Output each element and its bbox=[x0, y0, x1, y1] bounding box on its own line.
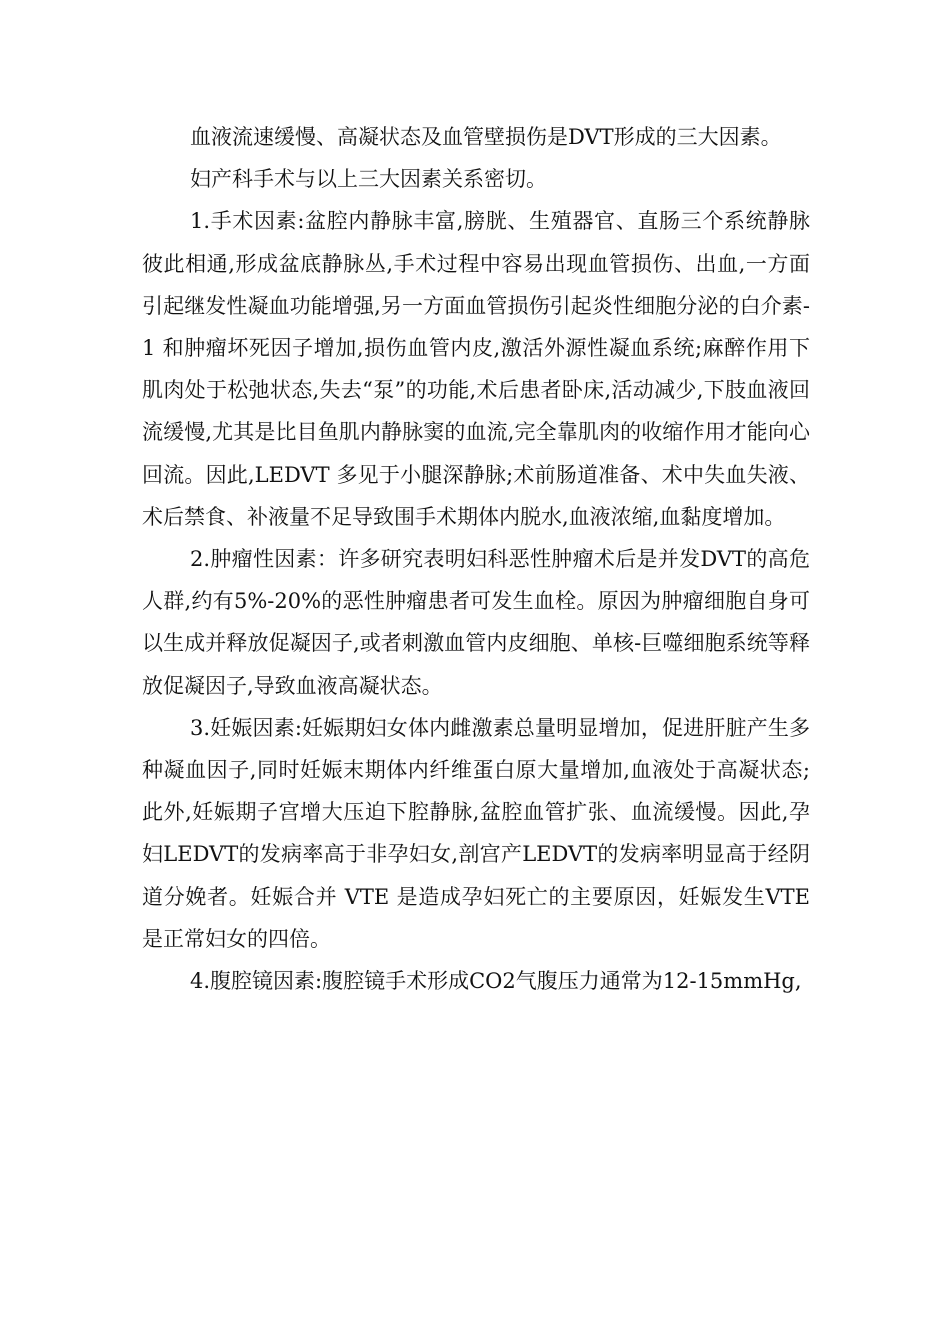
paragraph-tumor-factors: 2.肿瘤性因素：许多研究表明妇科恶性肿瘤术后是并发DVT的高危人群,约有5%-20%的恶性肿瘤患者可发生血栓。原因为肿瘤细胞自身可以生成并释放促凝因子,或者刺激血管内皮细胞、单核-巨噬细胞系统等释放促凝因子,导致血液高凝状态。 bbox=[142, 547, 810, 698]
document-page bbox=[142, 116, 810, 1002]
paragraph-obgyn-relation: 妇产科手术与以上三大因素关系密切。 bbox=[190, 167, 547, 192]
paragraph-laparoscopy-factors: 4.腹腔镜因素:腹腔镜手术形成CO2气腹压力通常为12-15mmHg, bbox=[190, 969, 802, 994]
paragraph-pregnancy-factors: 3.妊娠因素:妊娠期妇女体内雌激素总量明显增加，促进肝脏产生多种凝血因子,同时妊娠末期体内纤维蛋白原大量增加,血液处于高凝状态;此外,妊娠期子宫增大压迫下腔静脉,盆腔血管扩张、血流缓慢。因此,孕妇LEDVT的发病率高于非孕妇女,剖宫产LEDVT的发病率明显高于经阴道分娩者。妊娠合并 VTE 是造成孕妇死亡的主要原因，妊娠发生VTE是正常妇女的四倍。 bbox=[142, 715, 810, 951]
paragraph-dvt-factors: 血液流速缓慢、高凝状态及血管壁损伤是DVT形成的三大因素。 bbox=[190, 125, 782, 149]
paragraph-surgical-factors: 1.手术因素:盆腔内静脉丰富,膀胱、生殖器官、直肠三个系统静脉彼此相通,形成盆底静脉丛,手术过程中容易出现血管损伤、出血,一方面引起继发性凝血功能增强,另一方面血管损伤引起炎性细胞分泌的白介素-1 和肿瘤坏死因子增加,损伤血管内皮,激活外源性凝血系统;麻醉作用下肌肉处于松弛状态,失去“泵”的功能,术后患者卧床,活动减少,下肢血液回流缓慢,尤其是比目鱼肌内静脉窦的血流,完全靠肌肉的收缩作用才能向心回流。因此,LEDVT 多见于小腿深静脉;术前肠道准备、术中失血失液、术后禁食、补液量不足导致围手术期体内脱水,血液浓缩,血黏度增加。 bbox=[142, 209, 810, 529]
